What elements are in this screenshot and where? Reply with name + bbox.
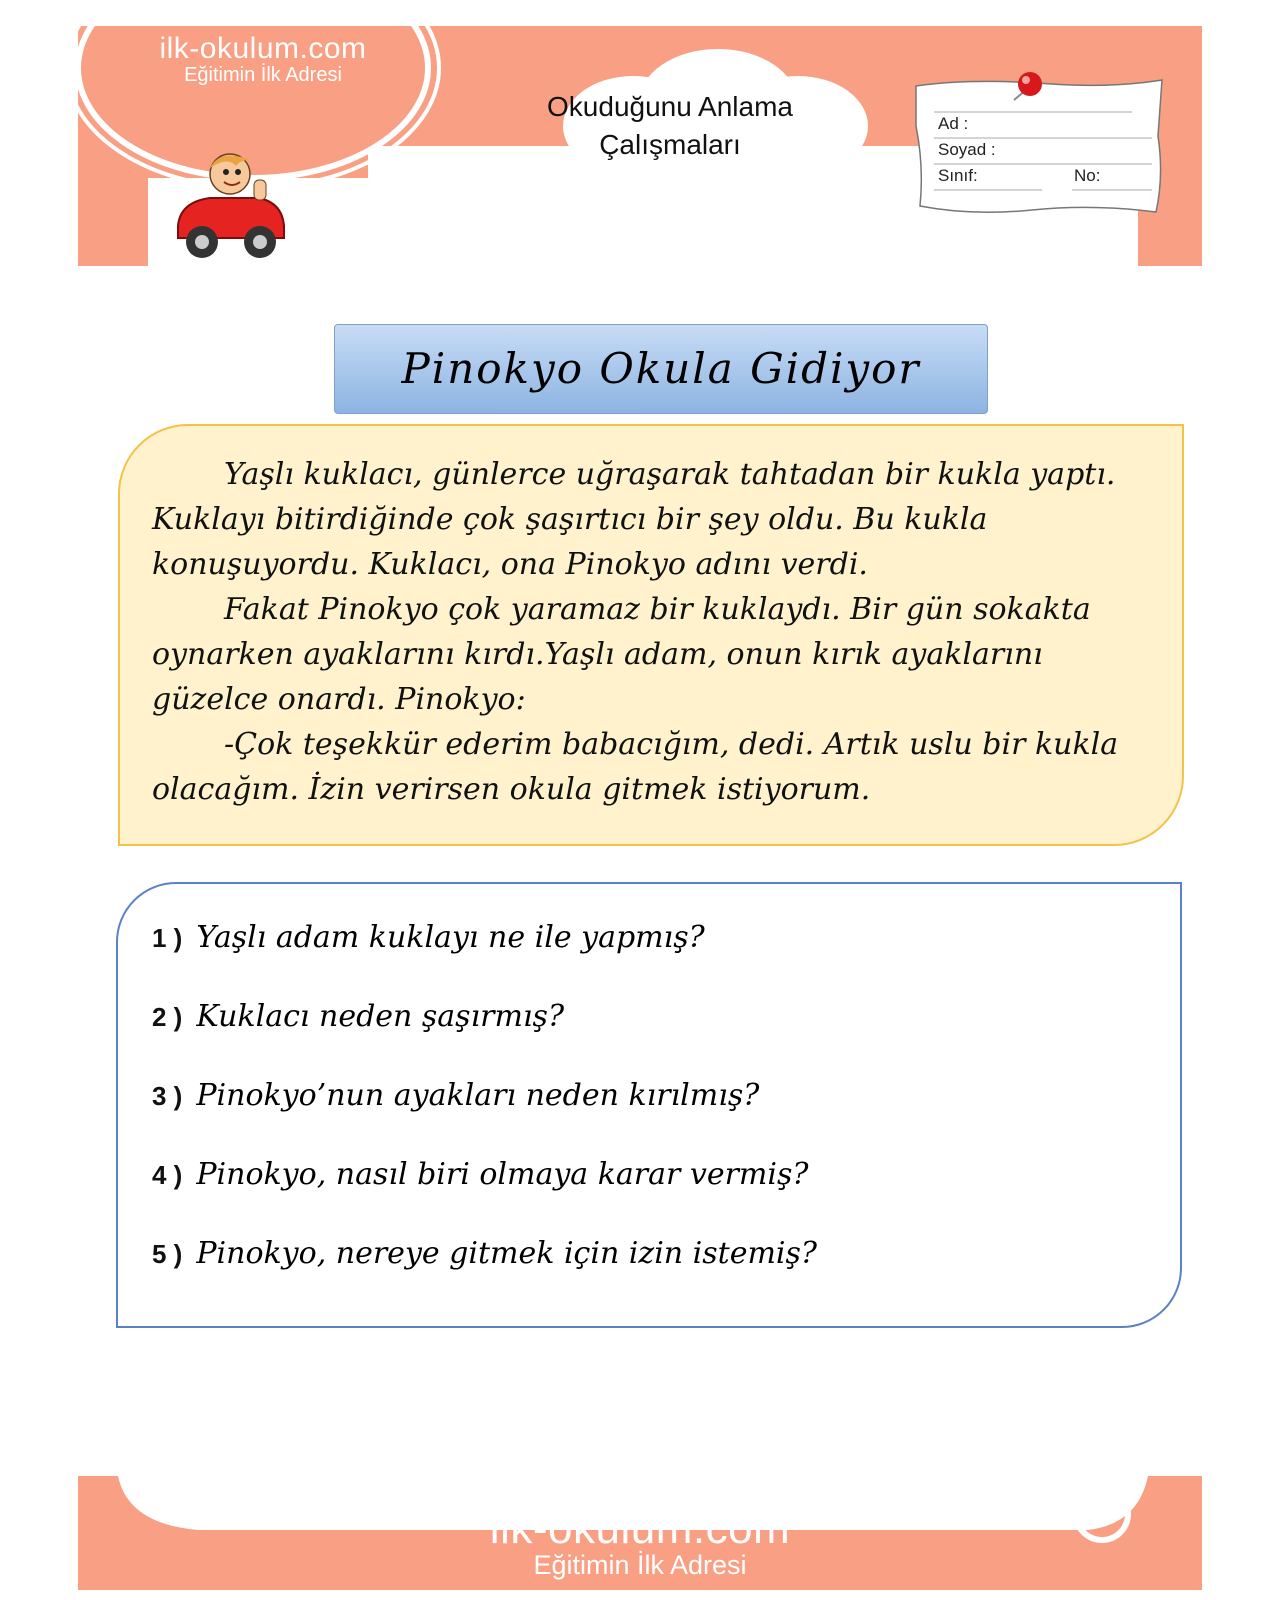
story-paragraph: Yaşlı kuklacı, günlerce uğraşarak tahtadan bir kukla yaptı. Kuklayı bitirdiğinde çok şaşırtıcı bir şey oldu. Bu kukla konuşuyordu. Kuklacı, ona Pinokyo adını verdi. (152, 457, 1116, 582)
story-paragraph: Fakat Pinokyo çok yaramaz bir kuklaydı. Bir gün sokakta oynarken ayaklarını kırdı.Yaşlı adam, onun kırık ayaklarını güzelce onardı. Pinokyo: (152, 592, 1091, 717)
question-text: Kuklacı neden şaşırmış? (196, 999, 565, 1034)
question-item (152, 1157, 808, 1192)
name-field-label: Ad : (938, 114, 969, 133)
question-text: Yaşlı adam kuklayı ne ile yapmış? (196, 920, 705, 955)
question-number: 2 ) (152, 1002, 183, 1032)
red-pushpin-icon (1004, 70, 1048, 106)
header-site-name: ilk-okulum.com (159, 32, 367, 65)
story-title: Pinokyo Okula Gidiyor (401, 344, 921, 393)
question-item (152, 1078, 759, 1113)
question-text: Pinokyo, nasıl biri olmaya karar vermiş? (196, 1157, 809, 1192)
question-item (152, 1236, 817, 1271)
number-field-label: No: (1074, 166, 1101, 185)
worksheet-title (500, 88, 840, 164)
story-title-banner (334, 324, 988, 414)
question-number: 1 ) (152, 923, 183, 953)
question-item (152, 920, 705, 955)
question-number: 3 ) (152, 1081, 183, 1111)
header-brand (138, 32, 388, 87)
story-paragraph: -Çok teşekkür ederim babacığım, dedi. Artık uslu bir kukla olacağım. İzin verirsen okula gitmek istiyorum. (152, 727, 1119, 807)
question-number: 4 ) (152, 1160, 183, 1190)
surname-field-label: Soyad : (938, 140, 996, 159)
car-driver-icon (170, 150, 290, 262)
footer-site-name: ilk-okulum.com (489, 1504, 791, 1553)
footer-slogan: Eğitimin İlk Adresi (533, 1550, 747, 1580)
footer-brand (440, 1504, 840, 1581)
question-item (152, 999, 564, 1034)
class-field-label: Sınıf: (938, 166, 978, 185)
worksheet-title-line2: Çalışmaları (599, 129, 741, 160)
question-text: Pinokyo’nun ayakları neden kırılmış? (196, 1078, 760, 1113)
header-slogan: Eğitimin İlk Adresi (184, 64, 342, 86)
question-number: 5 ) (152, 1239, 183, 1269)
story-text (152, 452, 1162, 812)
student-info-card (912, 76, 1170, 216)
question-text: Pinokyo, nereye gitmek için izin istemiş? (196, 1236, 817, 1271)
worksheet-title-line1: Okuduğunu Anlama (547, 91, 793, 122)
